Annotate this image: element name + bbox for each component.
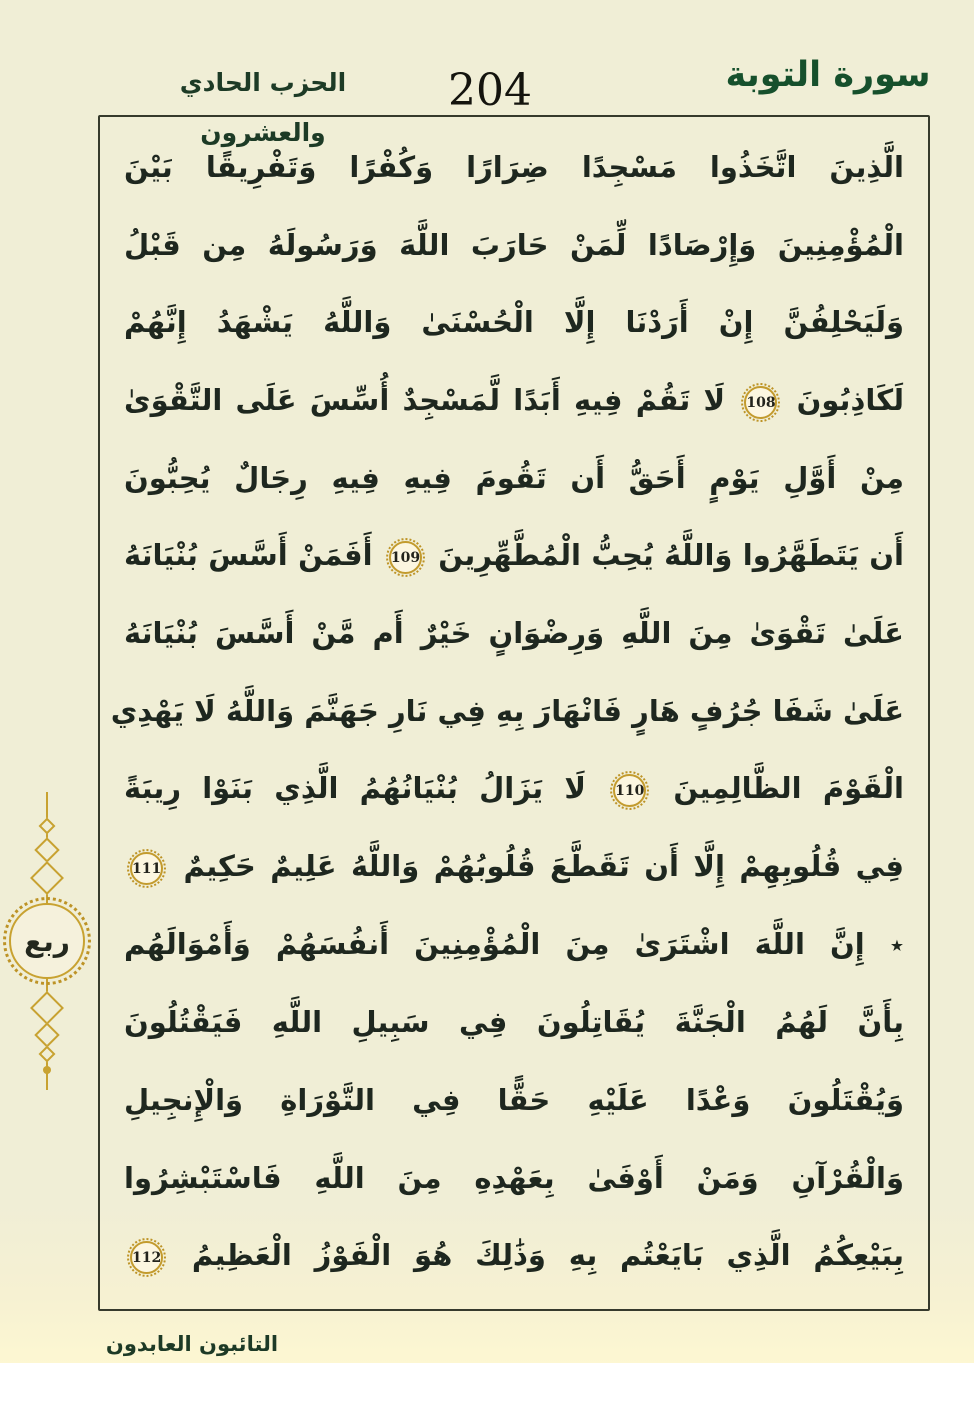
quran-line	[124, 440, 904, 518]
rub-quarter-medallion	[9, 903, 85, 979]
ayah-number-badge: 112	[130, 1241, 163, 1274]
verse-text: لَا تَقُمْ فِيهِ أَبَدًا لَّمَسْجِدٌ أُسِّسَ عَلَى التَّقْوَىٰ	[124, 383, 726, 418]
verse-text: مِنْ أَوَّلِ يَوْمٍ أَحَقُّ أَن تَقُومَ فِيهِ فِيهِ رِجَالٌ يُحِبُّونَ	[124, 460, 904, 495]
verse-text: أَن يَتَطَهَّرُوا وَاللَّهُ يُحِبُّ الْمُطَّهِّرِينَ	[438, 538, 904, 573]
verse-text: عَلَىٰ شَفَا جُرُفٍ هَارٍ فَانْهَارَ بِهِ فِي نَارِ جَهَنَّمَ وَاللَّهُ لَا يَهْدِي	[110, 693, 904, 728]
verse-text: عَلَىٰ تَقْوَىٰ مِنَ اللَّهِ وَرِضْوَانٍ خَيْرٌ أَم مَّنْ أَسَّسَ بُنْيَانَهُ	[124, 616, 904, 651]
catchword-next-page: التائبون العابدون	[105, 1332, 279, 1356]
verse-text: بِأَنَّ لَهُمُ الْجَنَّةَ يُقَاتِلُونَ فِي سَبِيلِ اللَّهِ فَيَقْتُلُونَ	[124, 1005, 904, 1040]
verse-text: الَّذِينَ اتَّخَذُوا مَسْجِدًا ضِرَارًا وَكُفْرًا وَتَفْرِيقًا بَيْنَ	[124, 150, 904, 184]
verse-text: بِبَيْعِكُمُ الَّذِي بَايَعْتُم بِهِ وَذَٰلِكَ هُوَ الْفَوْزُ الْعَظِيمُ	[191, 1238, 904, 1273]
rub-el-hizb-star-icon: ٭	[889, 930, 904, 961]
quran-line	[124, 517, 904, 595]
verse-text: أَفَمَنْ أَسَّسَ بُنْيَانَهُ	[124, 538, 373, 573]
verse-text: وَالْقُرْآنِ وَمَنْ أَوْفَىٰ بِعَهْدِهِ مِنَ اللَّهِ فَاسْتَبْشِرُوا	[124, 1160, 904, 1195]
verse-text: لَكَاذِبُونَ	[796, 383, 904, 418]
quran-line	[124, 1140, 904, 1218]
quran-line	[124, 362, 904, 440]
quran-line	[110, 673, 904, 751]
quran-line	[124, 906, 904, 985]
quran-line	[124, 1062, 904, 1140]
quran-text-frame	[98, 115, 930, 1311]
verse-text: وَلَيَحْلِفُنَّ إِنْ أَرَدْنَا إِلَّا الْحُسْنَىٰ وَاللَّهُ يَشْهَدُ إِنَّهُمْ	[124, 305, 904, 340]
ayah-number-badge: 108	[744, 386, 777, 419]
surah-title: سورة التوبة	[725, 55, 931, 95]
verse-text: لَا يَزَالُ بُنْيَانُهُمُ الَّذِي بَنَوْا رِيبَةً	[124, 771, 586, 806]
verse-text: إِنَّ اللَّهَ اشْتَرَىٰ مِنَ الْمُؤْمِنِينَ أَنفُسَهُمْ وَأَمْوَالَهُم	[124, 926, 865, 961]
ayah-number-badge: 109	[389, 541, 422, 574]
ayah-number-badge: 110	[613, 774, 646, 807]
margin-dot-ornament	[43, 1066, 51, 1074]
quran-line	[124, 207, 904, 285]
verse-text: الْقَوْمَ الظَّالِمِينَ	[673, 771, 904, 806]
quran-line	[124, 1217, 904, 1295]
scan-bottom-edge	[0, 1363, 974, 1417]
verse-text: وَيُقْتَلُونَ وَعْدًا عَلَيْهِ حَقًّا فِي التَّوْرَاةِ وَالْإِنجِيلِ	[124, 1082, 904, 1117]
ayah-number-badge: 111	[130, 852, 163, 885]
rub-quarter-label: ربع	[24, 924, 70, 958]
quran-line	[124, 595, 904, 673]
quran-line	[124, 828, 904, 906]
quran-line	[124, 284, 904, 362]
verse-text: الْمُؤْمِنِينَ وَإِرْصَادًا لِّمَنْ حَارَبَ اللَّهَ وَرَسُولَهُ مِن قَبْلُ	[124, 227, 904, 262]
hizb-label: الحزب الحادي والعشرون	[179, 68, 347, 147]
quran-line	[124, 984, 904, 1062]
quran-line	[124, 129, 904, 207]
verse-text: فِي قُلُوبِهِمْ إِلَّا أَن تَقَطَّعَ قُلُوبُهُمْ وَاللَّهُ عَلِيمٌ حَكِيمٌ	[183, 849, 904, 884]
quran-line	[124, 750, 904, 828]
page-number: 204	[448, 65, 532, 116]
